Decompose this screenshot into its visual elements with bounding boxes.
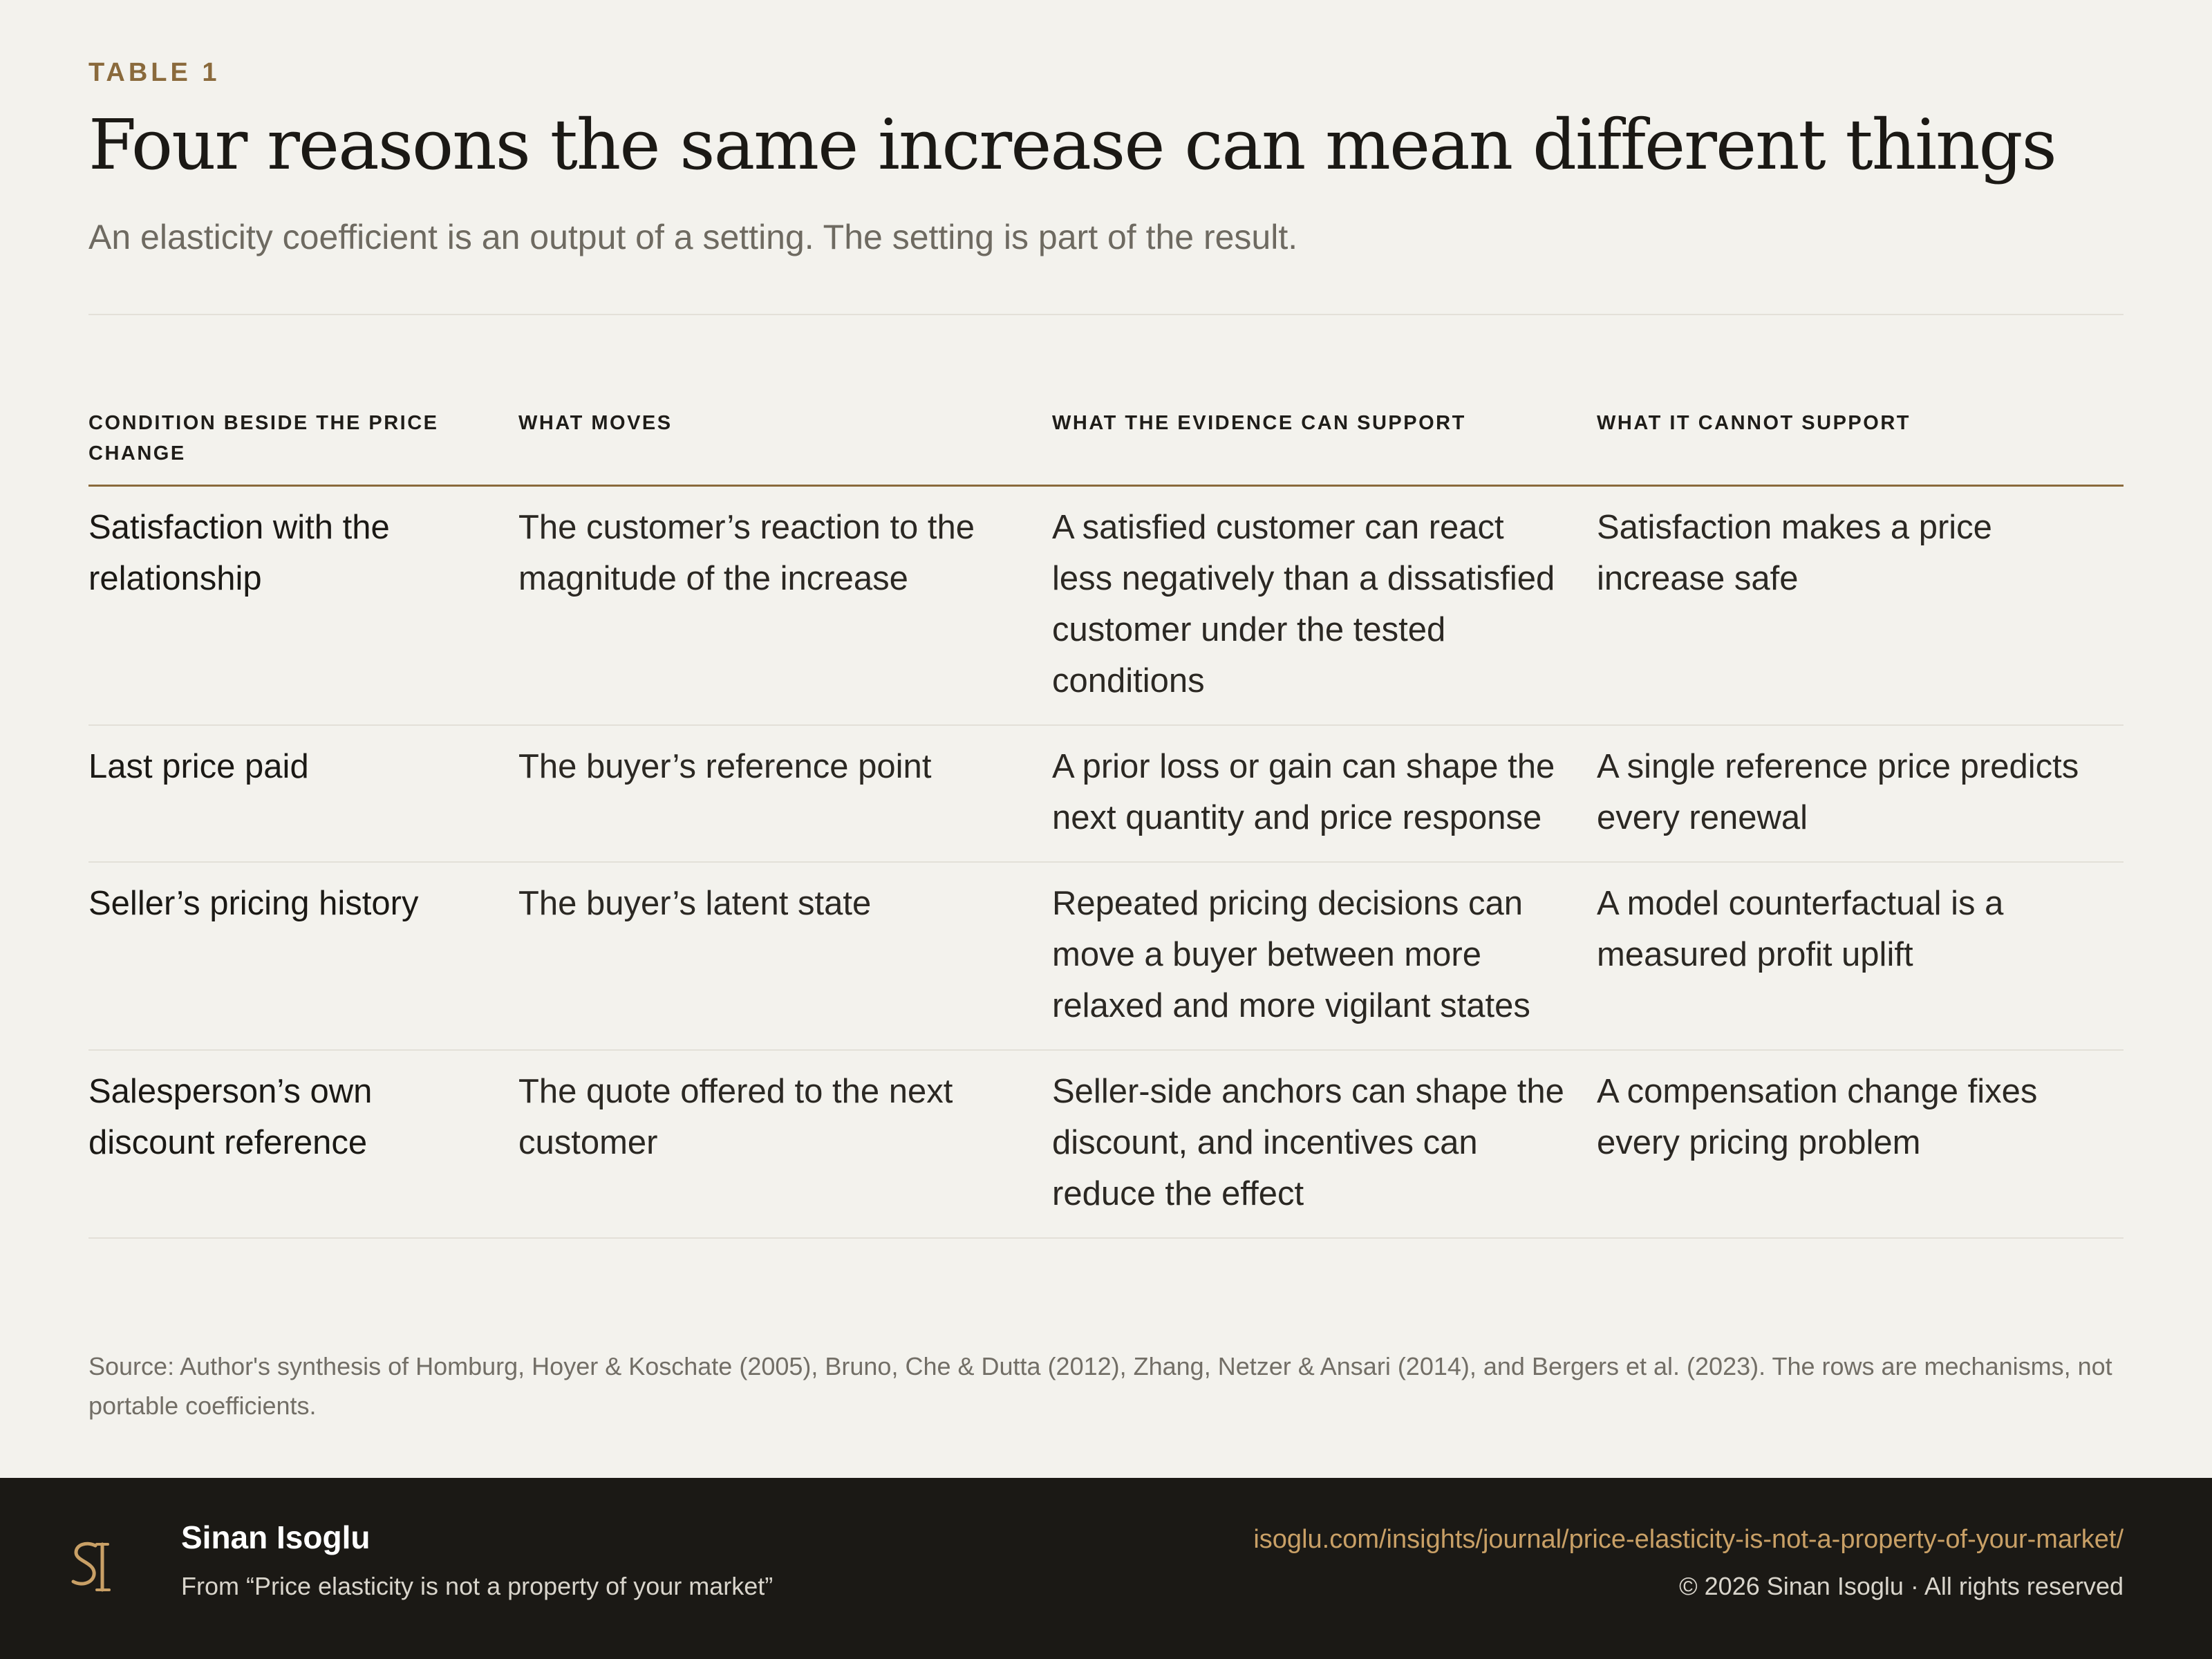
column-header-condition: CONDITION BESIDE THE PRICE CHANGE xyxy=(88,412,439,465)
cell-cannot-support: Satisfaction makes a price increase safe xyxy=(1597,509,1992,597)
column-header-evidence-supports: WHAT THE EVIDENCE CAN SUPPORT xyxy=(1052,412,1466,434)
cell-cannot-support: A model counterfactual is a measured profit uplift xyxy=(1597,885,2004,973)
page-title: Four reasons the same increase can mean different things xyxy=(88,104,2056,185)
table-row xyxy=(88,487,2124,726)
author-name: Sinan Isoglu xyxy=(181,1519,371,1555)
table-header xyxy=(88,401,2124,487)
cell-what-moves: The buyer’s latent state xyxy=(518,885,872,922)
cell-condition: Seller’s pricing history xyxy=(88,885,419,922)
article-link[interactable]: isoglu.com/insights/journal/price-elasticity-is-not-a-property-of-your-market/ xyxy=(1253,1525,2124,1554)
copyright-notice: © 2026 Sinan Isoglu · All rights reserved xyxy=(1679,1572,2124,1600)
column-header-what-moves: WHAT MOVES xyxy=(518,412,673,434)
table-row xyxy=(88,726,2124,863)
cell-what-moves: The quote offered to the next customer xyxy=(518,1073,953,1161)
page-subtitle: An elasticity coefficient is an output of a setting. The setting is part of the result. xyxy=(88,218,1298,256)
cell-condition: Salesperson’s own discount reference xyxy=(88,1073,373,1161)
table-label: TABLE 1 xyxy=(88,58,221,87)
si-monogram-icon xyxy=(64,1536,119,1598)
cell-condition: Satisfaction with the relationship xyxy=(88,509,390,597)
table-row xyxy=(88,863,2124,1051)
footer xyxy=(0,1478,2212,1659)
cell-cannot-support: A single reference price predicts every renewal xyxy=(1597,748,2079,836)
header-divider xyxy=(88,314,2124,315)
article-reference: From “Price elasticity is not a property of your market” xyxy=(181,1572,774,1600)
cell-evidence-supports: A prior loss or gain can shape the next quantity and price response xyxy=(1052,748,1555,836)
cell-what-moves: The customer’s reaction to the magnitude of the increase xyxy=(518,509,975,597)
cell-what-moves: The buyer’s reference point xyxy=(518,748,932,785)
table-row xyxy=(88,1051,2124,1239)
cell-evidence-supports: Repeated pricing decisions can move a buyer between more relaxed and more vigilant states xyxy=(1052,885,1530,1024)
cell-cannot-support: A compensation change fixes every pricing problem xyxy=(1597,1073,2038,1161)
mechanisms-table xyxy=(88,401,2124,1239)
cell-evidence-supports: A satisfied customer can react less negatively than a dissatisfied customer under the tested conditions xyxy=(1052,509,1555,700)
source-note: Source: Author's synthesis of Homburg, Hoyer & Koschate (2005), Bruno, Che & Dutta (2012), Zhang, Netzer & Ansari (2014), and Bergers et al. (2023). The rows are mechanisms, not portable coefficients. xyxy=(88,1352,2112,1420)
column-header-cannot-support: WHAT IT CANNOT SUPPORT xyxy=(1597,412,1911,434)
cell-evidence-supports: Seller-side anchors can shape the discount, and incentives can reduce the effect xyxy=(1052,1073,1564,1212)
cell-condition: Last price paid xyxy=(88,748,309,785)
